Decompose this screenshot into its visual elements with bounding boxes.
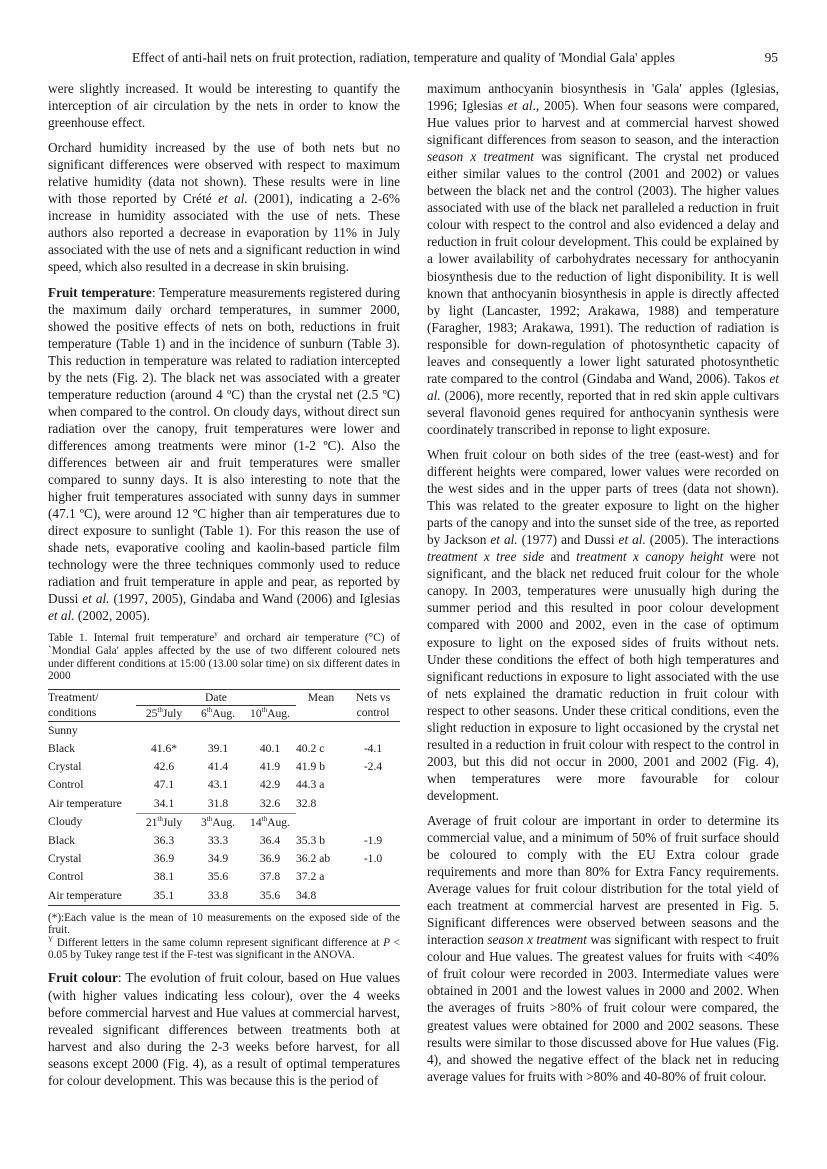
table-row: Black 36.3 33.3 36.4 35.3 b -1.9	[48, 834, 383, 848]
date-cell: 3thAug.	[192, 813, 244, 832]
table-row: Crystal 36.9 34.9 36.9 36.2 ab -1.0	[48, 852, 383, 866]
running-title: Effect of anti-hail nets on fruit protection, radiation, temperature and quality of 'Mondial Gala' apples	[132, 50, 676, 65]
col-header-date: Date	[136, 689, 296, 705]
col-header-conditions: conditions	[48, 705, 136, 721]
left-column	[48, 80, 400, 1097]
date-cell: 21thJuly	[136, 813, 192, 832]
table-row: Control 38.1 35.6 37.8 37.2 a	[48, 870, 325, 884]
table-row: Air temperature 34.1 31.8 32.6 32.8	[48, 796, 317, 810]
table-row: Air temperature 35.1 33.8 35.6 34.8	[48, 888, 317, 902]
table-caption: Table 1. Internal fruit temperature$^y$ and orchard air temperature (°C) of `Mondial Gala' apples affected by the use of two different coloured nets under different conditions at 15:00 (13.00 solar time) on six different dates in 2000	[48, 630, 400, 683]
col-header-mean: Mean	[307, 690, 335, 704]
paragraph: When fruit colour on both sides of the tree (east-west) and for different heights were compared, lower values were recorded on the west sides and in the upper parts of trees (data not shown). This was related to the greater exposure to light on the higher parts of the canopy and into the sunset side of the tree, as reported by Jackson et al. (1977) and Dussi et al. (2005). The interactions treatment x tree side and treatment x canopy height were not significant, and the black net reduced fruit colour for the whole canopy. In 2003, temperatures were unusually high during the summer period and this resulted in poor colour development compared with 2000 and 2002, even in the case of optimum exposure to light on the exposed sides of fruits without nets. Under these conditions the effect of both high temperatures and significant reductions in exposure to light associated with the use of nets explained the dramatic reduction in fruit colour with respect to other seasons. Under these critical conditions, even the slight reduction in exposure to light occasioned by the crystal net resulted in a reduction in fruit colour with respect to the control in 2003, but this did not occur in 2000, 2001 and 2002 (Fig. 4), when temperatures were more favourable for colour development.	[427, 446, 780, 803]
col-header-treatment: Treatment/	[48, 690, 99, 704]
paragraph-fruit-temperature: Fruit temperature: Temperature measurements registered during the maximum daily orchard temperatures, in summer 2000, showed the positive effects of nets on both, reductions in fruit temperature (Table 1) and in the incidence of sunburn (Table 3). This reduction in temperature was related to radiation intercepted by the nets (Fig. 2). The black net was associated with a greater temperature reduction (around 4 ºC) than the crystal net (2.5 ºC) when compared to the control. On cloudy days, without direct sun radiation over the canopy, fruit temperatures were lower and differences among treatments were minor (1-2 ºC). Also the differences between air and fruit temperatures were smaller compared to sunny days. It is also interesting to note that the higher fruit temperatures associated with sunny days in summer (47.1 ºC), were around 12 ºC higher than air temperatures due to direct exposure to sunlight (Table 1). For this reason the use of shade nets, evaporative cooling and kaolin-based particle film technology were the three techniques commonly used to reduce radiation and fruit temperature in apple and pear, as reported by Dussi et al. (1997, 2005), Gindaba and Wand (2006) and Iglesias et al. (2002, 2005).	[48, 284, 400, 624]
date-cell: 10thAug.	[244, 705, 296, 721]
date-cell: 6thAug.	[192, 705, 244, 721]
group-label: Sunny	[48, 723, 78, 737]
date-cell: 25thJuly	[136, 705, 192, 721]
section-heading: Fruit colour	[48, 970, 118, 986]
section-heading: Fruit temperature	[48, 284, 152, 300]
table-row: Control 47.1 43.1 42.9 44.3 a	[48, 778, 325, 792]
right-column	[427, 80, 779, 1093]
paragraph-fruit-colour: Fruit colour: The evolution of fruit colour, based on Hue values (with higher values indicating less colour), over the 4 weeks before commercial harvest and Hue values at commercial harvest, revealed significant differences between treatments both at harvest and also during the 2-3 weeks before harvest, for all seasons except 2000 (Fig. 4), as a result of optimal temperatures for colour development. This was because this is the period of	[48, 970, 400, 1088]
table-footnote: (*):Each value is the mean of 10 measurements on the exposed side of the fruit. $^Y$ Different letters in the same column represent significant difference at P < 0.05 by Tukey range test if the F-test was significant in the ANOVA.	[48, 911, 400, 962]
running-header	[48, 50, 778, 70]
temperature-table	[48, 689, 400, 906]
date-cell: 14thAug.	[244, 813, 296, 832]
table-row: Black 41.6* 39.1 40.1 40.2 c -4.1	[48, 742, 383, 756]
paragraph: maximum anthocyanin biosynthesis in 'Gala' apples (Iglesias, 1996; Iglesias et al., 2005). When four seasons were compared, Hue values prior to harvest and at commercial harvest showed significant differences from season to season, and the interaction season x treatment was significant. The crystal net produced either similar values to the control (2001 and 2002) or values between the black net and the control (2003). The higher values associated with use of the black net paralleled a reduction in fruit colour with respect to the control and also evidenced a delay and reduction in fruit colour development. This could be explained by a lower availability of carbohydrates necessary for anthocyanin biosynthesis due to the reduction of light disponibility. It is well known that anthocyanin biosynthesis in apple is directly affected by light (Lancaster, 1992; Arakawa, 1988) and temperature (Faragher, 1983; Arakawa, 1991). The reduction of radiation is responsible for down-regulation of photosynthetic capacity of leaves and consequently a lower light saturated photosynthetic rate compared to the control (Gindaba and Wand, 2006). Takos et al. (2006), more recently, reported that in red skin apple cultivars several flavonoid genes required for anthocyanin synthesis were coordinately transcribed in reponse to light exposure.	[427, 81, 780, 437]
group-label: Cloudy	[48, 815, 83, 829]
table-row: Crystal 42.6 41.4 41.9 41.9 b -2.4	[48, 760, 383, 774]
col-header-control: control	[346, 705, 400, 721]
col-header-nets: Nets vs	[355, 690, 391, 704]
paragraph: Average of fruit colour are important in order to determine its commercial value, and a minimum of 50% of fruit surface should be coloured to comply with the EU Extra colour grade requirements and more than 80% for Extra Fancy requirements. Average values for fruit colour distribution for the total yield of each treatment at commercial harvest are presented in Fig. 5. Significant differences were observed between seasons and the interaction season x treatment was significant with respect to fruit colour and Hue values. The greatest values for fruits with <40% of fruit colour were recorded in 2003. Intermediate values were obtained in 2001 and the lowest values in 2000 and 2002. When the averages of fruits >80% of fruit colour were compared, the greatest values were obtained for 2000 and 2002 seasons. These results were similar to those discussed above for Hue values (Fig. 4), and showed the negative effect of the black net in reducing average values for fruits with >80% and 40-80% of fruit colour.	[427, 812, 779, 1084]
page-number: 95	[764, 50, 778, 65]
paragraph: were slightly increased. It would be interesting to quantify the interception of air circulation by the nets in order to know the greenhouse effect.	[48, 81, 400, 131]
paragraph: Orchard humidity increased by the use of both nets but no significant differences were observed with respect to maximum relative humidity (data not shown). These results were in line with those reported by Crété et al. (2001), indicating a 2-6% increase in humidity associated with the use of nets. These authors also reported a decrease in evaporation by 11% in July associated with the use of nets and a significant reduction in wind speed, which also resulted in a decrease in skin bruising.	[48, 140, 401, 275]
